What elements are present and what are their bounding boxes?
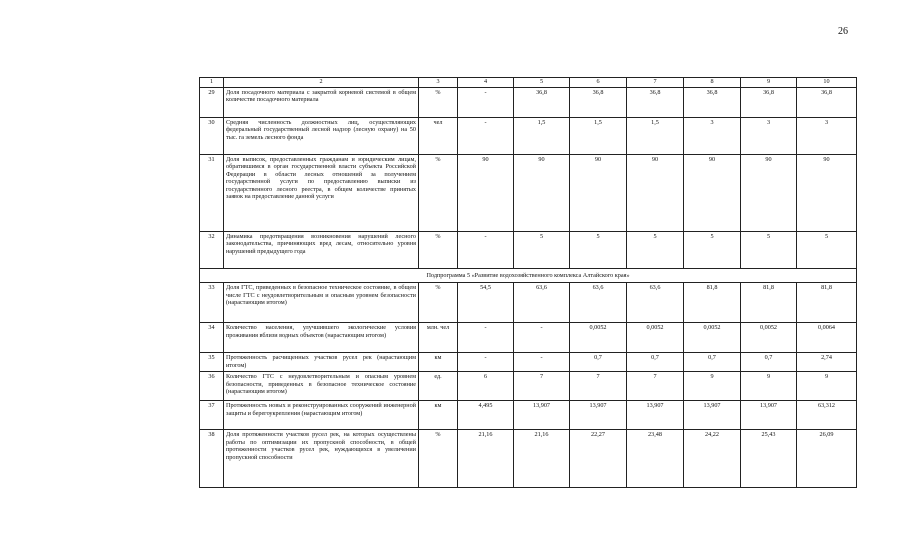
column-header: 6 — [570, 78, 627, 88]
indicators-table — [199, 77, 857, 488]
value-cell: 63,6 — [627, 283, 684, 323]
value-cell: - — [458, 118, 514, 155]
value-cell: 24,22 — [684, 430, 741, 488]
unit-cell: ед. — [419, 372, 458, 401]
value-cell: 13,907 — [570, 401, 627, 430]
row-number: 30 — [200, 118, 224, 155]
row-number: 32 — [200, 232, 224, 269]
indicator-name: Доля посадочного материала с закрытой корневой системой в общем количестве посадочного материала — [224, 88, 419, 118]
value-cell: - — [458, 232, 514, 269]
unit-cell: % — [419, 232, 458, 269]
indicator-name: Доля протяженности участков русел рек, на которых осуществлены работы по оптимизации их пропускной способности, в общей протяженности участков русел рек, нуждающихся в увеличении пропускной способности — [224, 430, 419, 488]
value-cell: 3 — [741, 118, 797, 155]
unit-cell: % — [419, 155, 458, 232]
value-cell: 1,5 — [514, 118, 570, 155]
indicator-name: Протяженность расчищенных участков русел рек (нарастающим итогом) — [224, 353, 419, 372]
indicator-name: Динамика предотвращения возникновения нарушений лесного законодательства, причиняющих вред лесам, относительно уровня нарушений предыдущего года — [224, 232, 419, 269]
value-cell: 5 — [514, 232, 570, 269]
table-row — [200, 430, 857, 488]
column-header: 9 — [741, 78, 797, 88]
value-cell: - — [458, 353, 514, 372]
indicator-name: Протяженность новых и реконструированных сооружений инженерной защиты и берегоукрепления (нарастающим итогом) — [224, 401, 419, 430]
value-cell: 7 — [514, 372, 570, 401]
value-cell: 4,495 — [458, 401, 514, 430]
value-cell: 5 — [797, 232, 857, 269]
value-cell: - — [514, 323, 570, 353]
table-row — [200, 118, 857, 155]
value-cell: 26,09 — [797, 430, 857, 488]
value-cell: 0,7 — [627, 353, 684, 372]
value-cell: 5 — [627, 232, 684, 269]
value-cell: 0,0052 — [741, 323, 797, 353]
table-row — [200, 232, 857, 269]
header-row — [200, 78, 857, 88]
value-cell: 13,907 — [627, 401, 684, 430]
value-cell: 0,7 — [684, 353, 741, 372]
value-cell: 0,0052 — [684, 323, 741, 353]
column-header: 4 — [458, 78, 514, 88]
row-number: 29 — [200, 88, 224, 118]
indicator-name: Средняя численность должностных лиц, осуществляющих федеральный государственный лесной надзор (лесную охрану) на 50 тыс. га земель лесного фонда — [224, 118, 419, 155]
column-header: 5 — [514, 78, 570, 88]
value-cell: 7 — [627, 372, 684, 401]
value-cell: - — [514, 353, 570, 372]
value-cell: 1,5 — [570, 118, 627, 155]
value-cell: 13,907 — [684, 401, 741, 430]
unit-cell: млн. чел — [419, 323, 458, 353]
value-cell: 0,0064 — [797, 323, 857, 353]
value-cell: - — [458, 88, 514, 118]
column-header: 2 — [224, 78, 419, 88]
value-cell: 23,48 — [627, 430, 684, 488]
row-number: 31 — [200, 155, 224, 232]
table-row — [200, 401, 857, 430]
value-cell: 90 — [797, 155, 857, 232]
subprogram-row — [200, 269, 857, 283]
unit-cell: чел — [419, 118, 458, 155]
unit-cell: % — [419, 88, 458, 118]
value-cell: 90 — [570, 155, 627, 232]
unit-cell: км — [419, 353, 458, 372]
value-cell: 25,43 — [741, 430, 797, 488]
unit-cell: км — [419, 401, 458, 430]
row-number: 36 — [200, 372, 224, 401]
subprogram-title: Подпрограмма 5 «Развитие водохозяйственного комплекса Алтайского края» — [200, 269, 857, 283]
value-cell: 13,907 — [514, 401, 570, 430]
value-cell: 13,907 — [741, 401, 797, 430]
value-cell: 5 — [741, 232, 797, 269]
table-row — [200, 372, 857, 401]
value-cell: - — [458, 323, 514, 353]
value-cell: 9 — [797, 372, 857, 401]
unit-cell: % — [419, 430, 458, 488]
value-cell: 63,312 — [797, 401, 857, 430]
table-row — [200, 283, 857, 323]
value-cell: 36,8 — [514, 88, 570, 118]
value-cell: 9 — [741, 372, 797, 401]
value-cell: 1,5 — [627, 118, 684, 155]
column-header: 8 — [684, 78, 741, 88]
value-cell: 21,16 — [458, 430, 514, 488]
value-cell: 90 — [458, 155, 514, 232]
value-cell: 81,8 — [684, 283, 741, 323]
value-cell: 3 — [797, 118, 857, 155]
value-cell: 6 — [458, 372, 514, 401]
value-cell: 90 — [684, 155, 741, 232]
indicator-name: Количество населения, улучшившего экологические условия проживания вблизи водных объектов (нарастающим итогом) — [224, 323, 419, 353]
value-cell: 21,16 — [514, 430, 570, 488]
indicator-name: Доля ГТС, приведенных в безопасное техническое состояние, в общем числе ГТС с неудовлетворительным и опасным уровнем безопасности (нарастающим итогом) — [224, 283, 419, 323]
value-cell: 90 — [627, 155, 684, 232]
value-cell: 36,8 — [570, 88, 627, 118]
value-cell: 0,0052 — [627, 323, 684, 353]
unit-cell: % — [419, 283, 458, 323]
value-cell: 90 — [741, 155, 797, 232]
value-cell: 0,7 — [741, 353, 797, 372]
row-number: 38 — [200, 430, 224, 488]
table-row — [200, 353, 857, 372]
column-header: 1 — [200, 78, 224, 88]
row-number: 34 — [200, 323, 224, 353]
value-cell: 90 — [514, 155, 570, 232]
row-number: 37 — [200, 401, 224, 430]
indicator-name: Доля выписок, предоставленных гражданам и юридическим лицам, обратившимся в орган государственной власти субъекта Российской Федерации в области лесных отношений за получением государственной услуги по предоставлению выписки из государственного лесного реестра, в общем количестве принятых заявок на предоставление данной услуги — [224, 155, 419, 232]
value-cell: 36,8 — [627, 88, 684, 118]
value-cell: 36,8 — [684, 88, 741, 118]
table-row — [200, 155, 857, 232]
value-cell: 7 — [570, 372, 627, 401]
value-cell: 36,8 — [741, 88, 797, 118]
value-cell: 81,8 — [741, 283, 797, 323]
value-cell: 2,74 — [797, 353, 857, 372]
value-cell: 5 — [570, 232, 627, 269]
value-cell: 63,6 — [514, 283, 570, 323]
row-number: 35 — [200, 353, 224, 372]
value-cell: 3 — [684, 118, 741, 155]
row-number: 33 — [200, 283, 224, 323]
table-row — [200, 323, 857, 353]
value-cell: 0,7 — [570, 353, 627, 372]
value-cell: 22,27 — [570, 430, 627, 488]
value-cell: 36,8 — [797, 88, 857, 118]
value-cell: 0,0052 — [570, 323, 627, 353]
value-cell: 63,6 — [570, 283, 627, 323]
page-number: 26 — [838, 26, 848, 37]
value-cell: 9 — [684, 372, 741, 401]
value-cell: 54,5 — [458, 283, 514, 323]
value-cell: 5 — [684, 232, 741, 269]
table-row — [200, 88, 857, 118]
column-header: 7 — [627, 78, 684, 88]
column-header: 10 — [797, 78, 857, 88]
value-cell: 81,8 — [797, 283, 857, 323]
column-header: 3 — [419, 78, 458, 88]
indicator-name: Количество ГТС с неудовлетворительным и опасным уровнем безопасности, приведенных в безопасное техническое состояние (нарастающим итогом) — [224, 372, 419, 401]
